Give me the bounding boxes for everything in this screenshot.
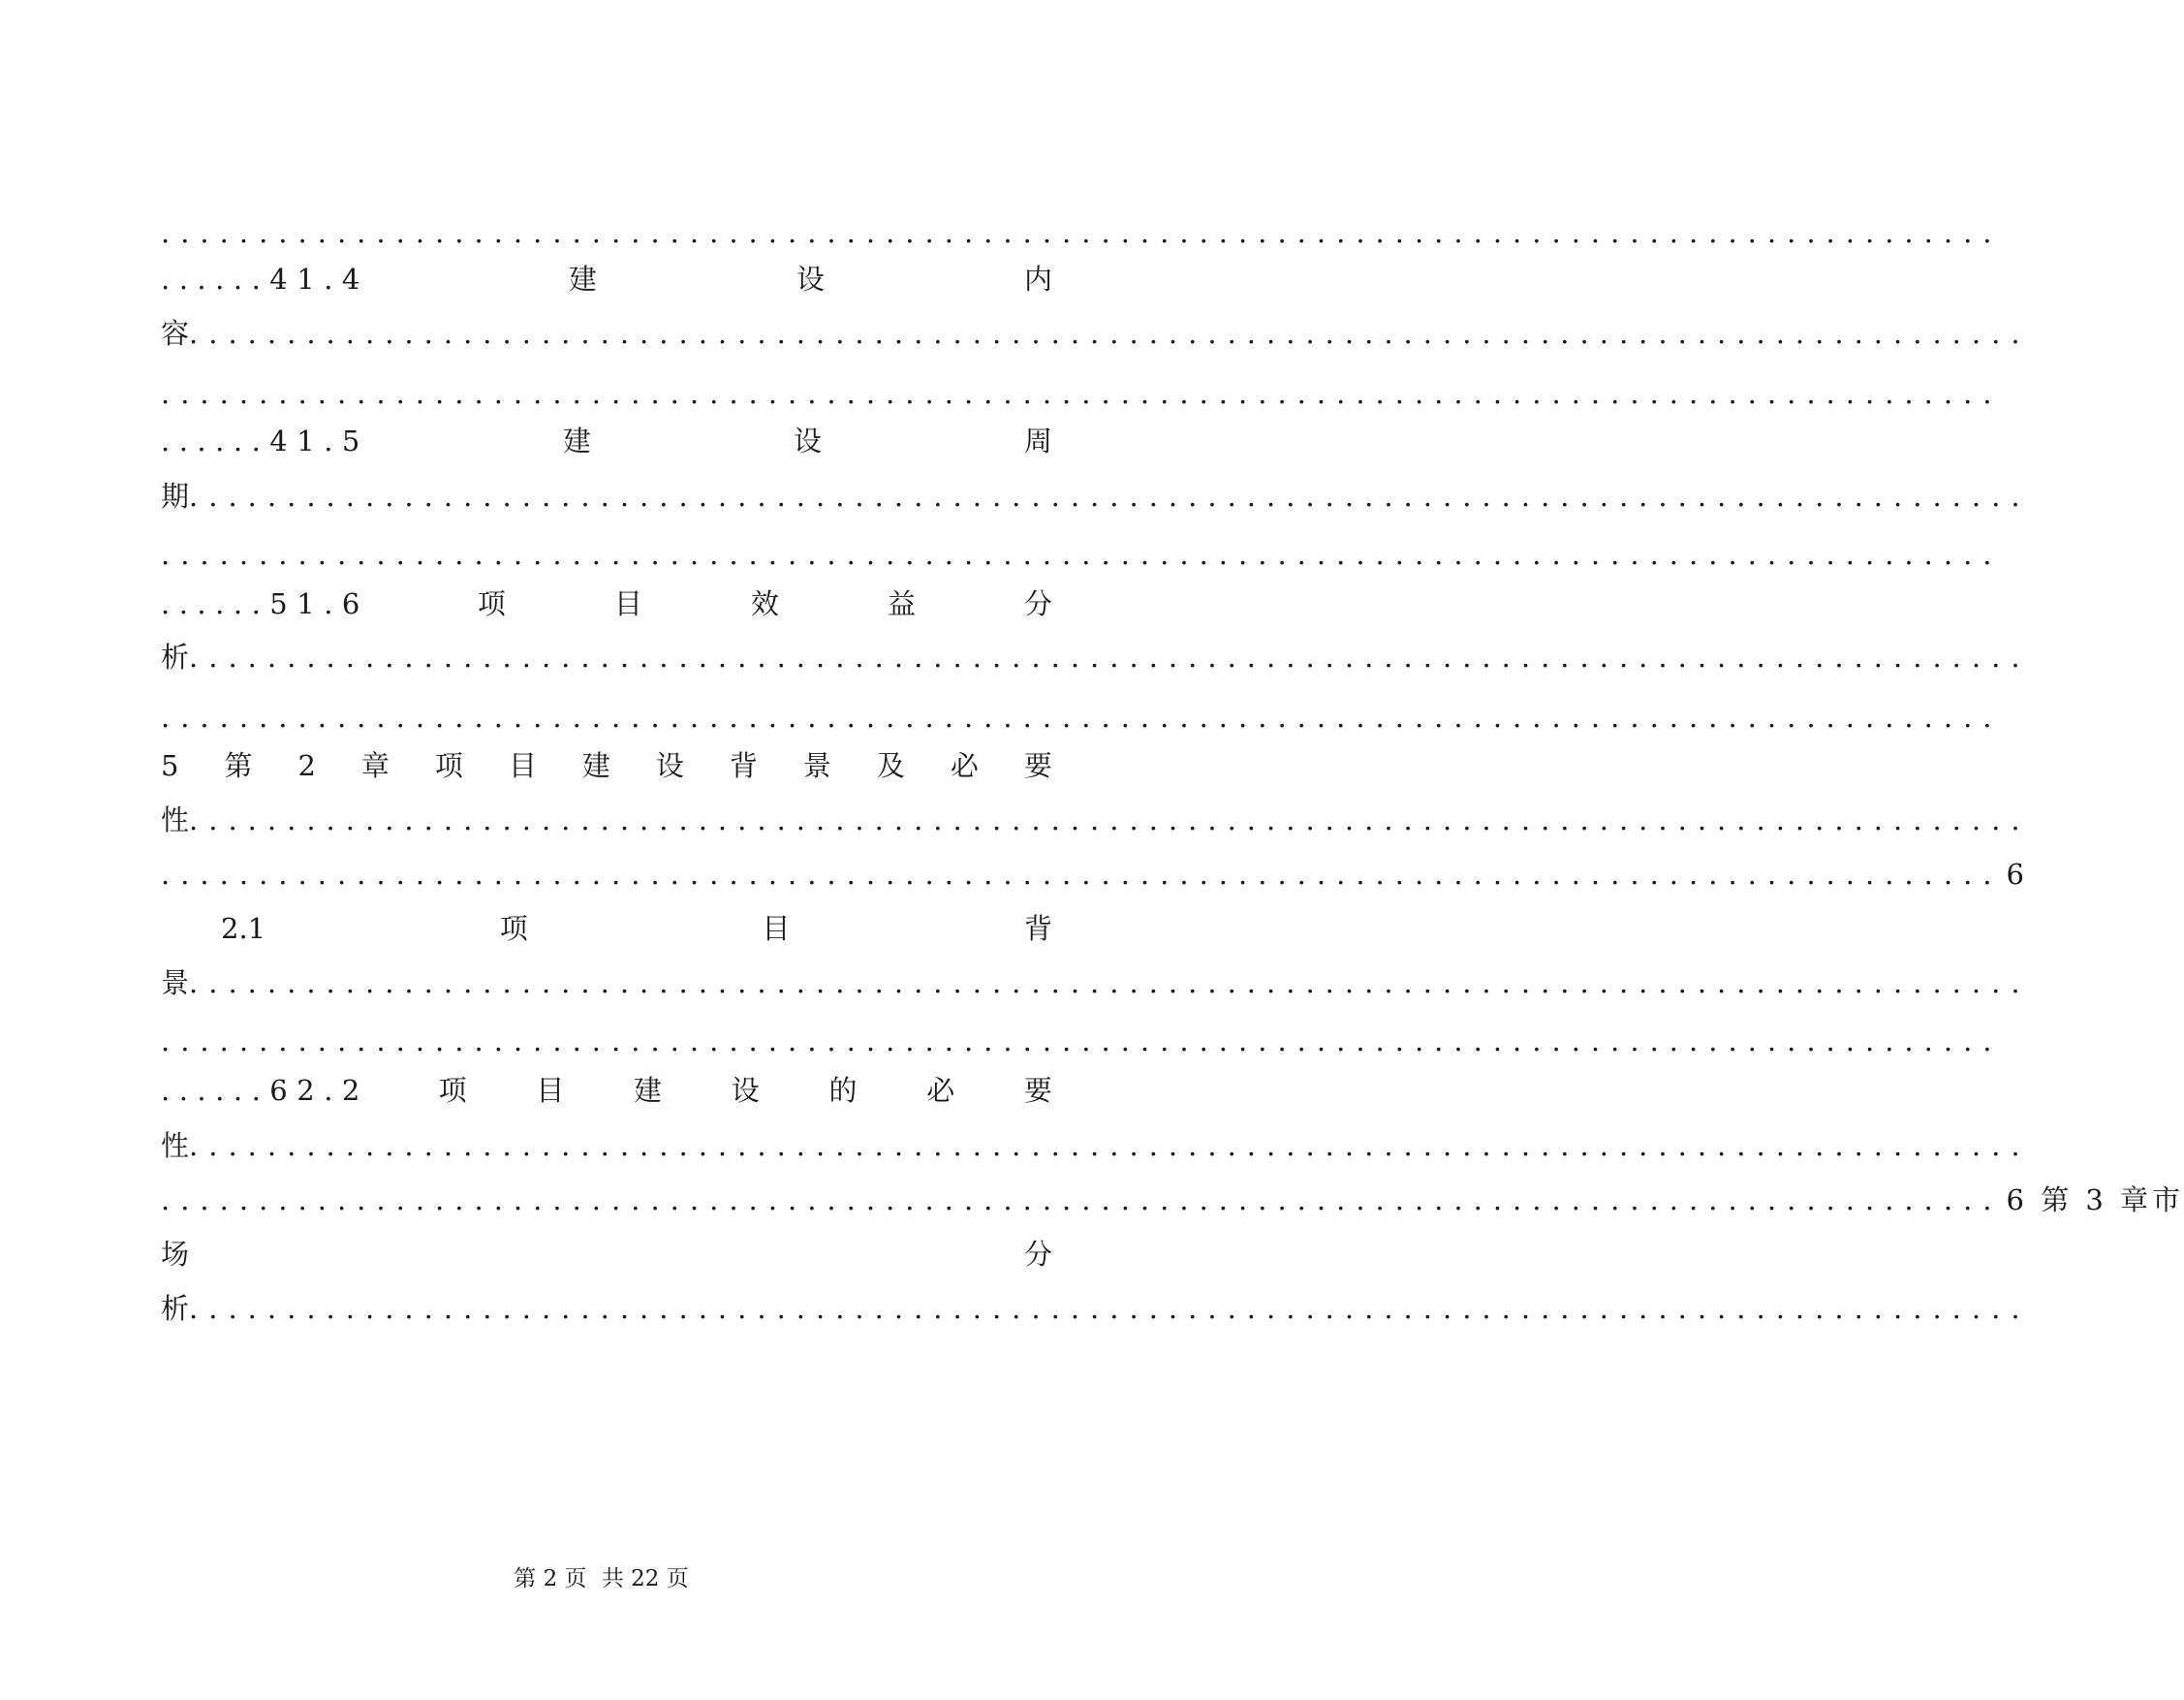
leader-dots: ..............................................................................................	[161, 858, 2003, 891]
toc-entry-char: 设	[793, 425, 822, 457]
toc-entry-number: ......62.2	[161, 1074, 369, 1107]
toc-entry-char: 目	[508, 749, 537, 782]
toc-entry-continuation	[161, 314, 2031, 353]
toc-entry-continuation	[161, 1289, 2031, 1328]
leader-dots: ..............................................................................................	[189, 317, 2031, 350]
leader-dots: ..............................................................................................	[189, 1129, 2031, 1162]
toc-dots-line	[161, 1181, 2184, 1219]
toc-dots-line	[161, 374, 2003, 413]
toc-entry-char: 分	[1023, 1238, 1052, 1271]
toc-chapter-2	[161, 746, 1052, 785]
toc-entry-char: 期	[161, 480, 190, 513]
leader-dots: ..............................................................................................	[189, 966, 2031, 999]
leader-dots: ..............................................................................................	[161, 1024, 2003, 1057]
toc-entry-continuation	[161, 477, 2031, 516]
toc-entry-char: 的	[828, 1074, 858, 1107]
toc-entry-char: 益	[887, 587, 916, 620]
toc-dots-line	[161, 213, 2003, 252]
toc-entry-char: 建	[581, 749, 610, 782]
toc-entry-char: 建	[568, 263, 597, 296]
toc-chapter-3-start: 6 第 3 章市	[2006, 1183, 2184, 1216]
toc-entry-continuation	[161, 801, 2031, 839]
leader-dots: ..............................................................................................	[161, 701, 2003, 734]
toc-entry-char: 设	[796, 263, 825, 296]
toc-entry-1-4	[161, 260, 1052, 299]
toc-entry-char: 目	[613, 587, 642, 620]
leader-dots: ..............................................................................................	[161, 377, 2003, 410]
toc-entry-char: 项	[434, 749, 463, 782]
toc-entry-char: 析	[161, 641, 190, 674]
leader-dots: ..............................................................................................	[161, 216, 2003, 249]
toc-entry-char: 周	[1023, 425, 1052, 457]
toc-entry-char: 章	[360, 749, 390, 782]
toc-entry-number: ......41.5	[161, 425, 369, 457]
toc-entry-number: ......51.6	[161, 587, 369, 620]
page-footer	[0, 1560, 1202, 1592]
toc-entry-char: 项	[499, 912, 528, 945]
toc-entry-continuation	[161, 963, 2031, 1002]
toc-entry-char: 景	[161, 966, 190, 999]
toc-entry-char: 容	[161, 317, 190, 350]
toc-dots-line	[161, 535, 2003, 574]
toc-entry-char: 目	[536, 1074, 565, 1107]
toc-dots-line	[161, 698, 2003, 737]
toc-entry-char: 效	[750, 587, 779, 620]
toc-entry-char: 及	[876, 749, 905, 782]
leader-dots: ..............................................................................................	[189, 803, 2031, 836]
toc-page-number: 6	[2006, 858, 2024, 891]
toc-entry-char: 2	[297, 749, 316, 782]
leader-dots: ..............................................................................................	[189, 641, 2031, 674]
toc-dots-line	[161, 1022, 2003, 1060]
toc-entry-char: 5	[161, 749, 179, 782]
leader-dots: ..............................................................................................	[189, 1292, 2031, 1325]
toc-entry-char: 必	[926, 1074, 955, 1107]
toc-entry-char: 必	[950, 749, 979, 782]
toc-entry-char: 目	[762, 912, 791, 945]
toc-entry-1-5	[161, 422, 1052, 460]
toc-entry-char: 设	[655, 749, 684, 782]
toc-entry-number: ......41.4	[161, 263, 369, 296]
toc-chapter-3	[161, 1235, 1052, 1274]
toc-entry-char: 背	[729, 749, 758, 782]
toc-entry-continuation	[161, 638, 2031, 677]
toc-entry-continuation	[161, 1126, 2031, 1165]
toc-entry-number: 2.1	[221, 912, 266, 945]
toc-entry-1-6	[161, 584, 1052, 623]
toc-entry-char: 建	[562, 425, 591, 457]
toc-entry-char: 场	[161, 1238, 190, 1271]
toc-entry-char: 分	[1023, 587, 1052, 620]
toc-entry-char: 项	[477, 587, 506, 620]
leader-dots: ..............................................................................................	[161, 538, 2003, 571]
leader-dots: ..............................................................................................	[189, 480, 2031, 513]
toc-entry-char: 性	[161, 803, 190, 836]
toc-entry-char: 内	[1023, 263, 1052, 296]
page-number: 第 2 页	[514, 1566, 587, 1591]
toc-dots-line	[161, 855, 2024, 894]
toc-entry-char: 景	[802, 749, 831, 782]
toc-entry-char: 要	[1023, 1074, 1052, 1107]
toc-entry-char: 第	[224, 749, 253, 782]
toc-entry-char: 设	[731, 1074, 760, 1107]
leader-dots: ..............................................................................................	[161, 1183, 2003, 1216]
page-total: 共 22 页	[601, 1566, 689, 1591]
toc-entry-char: 析	[161, 1292, 190, 1325]
toc-entry-2-2	[161, 1071, 1052, 1110]
toc-entry-char: 性	[161, 1129, 190, 1162]
toc-entry-char: 背	[1023, 912, 1052, 945]
toc-entry-char: 要	[1023, 749, 1052, 782]
toc-entry-char: 项	[438, 1074, 467, 1107]
toc-entry-2-1	[161, 909, 1052, 948]
toc-entry-char: 建	[634, 1074, 663, 1107]
